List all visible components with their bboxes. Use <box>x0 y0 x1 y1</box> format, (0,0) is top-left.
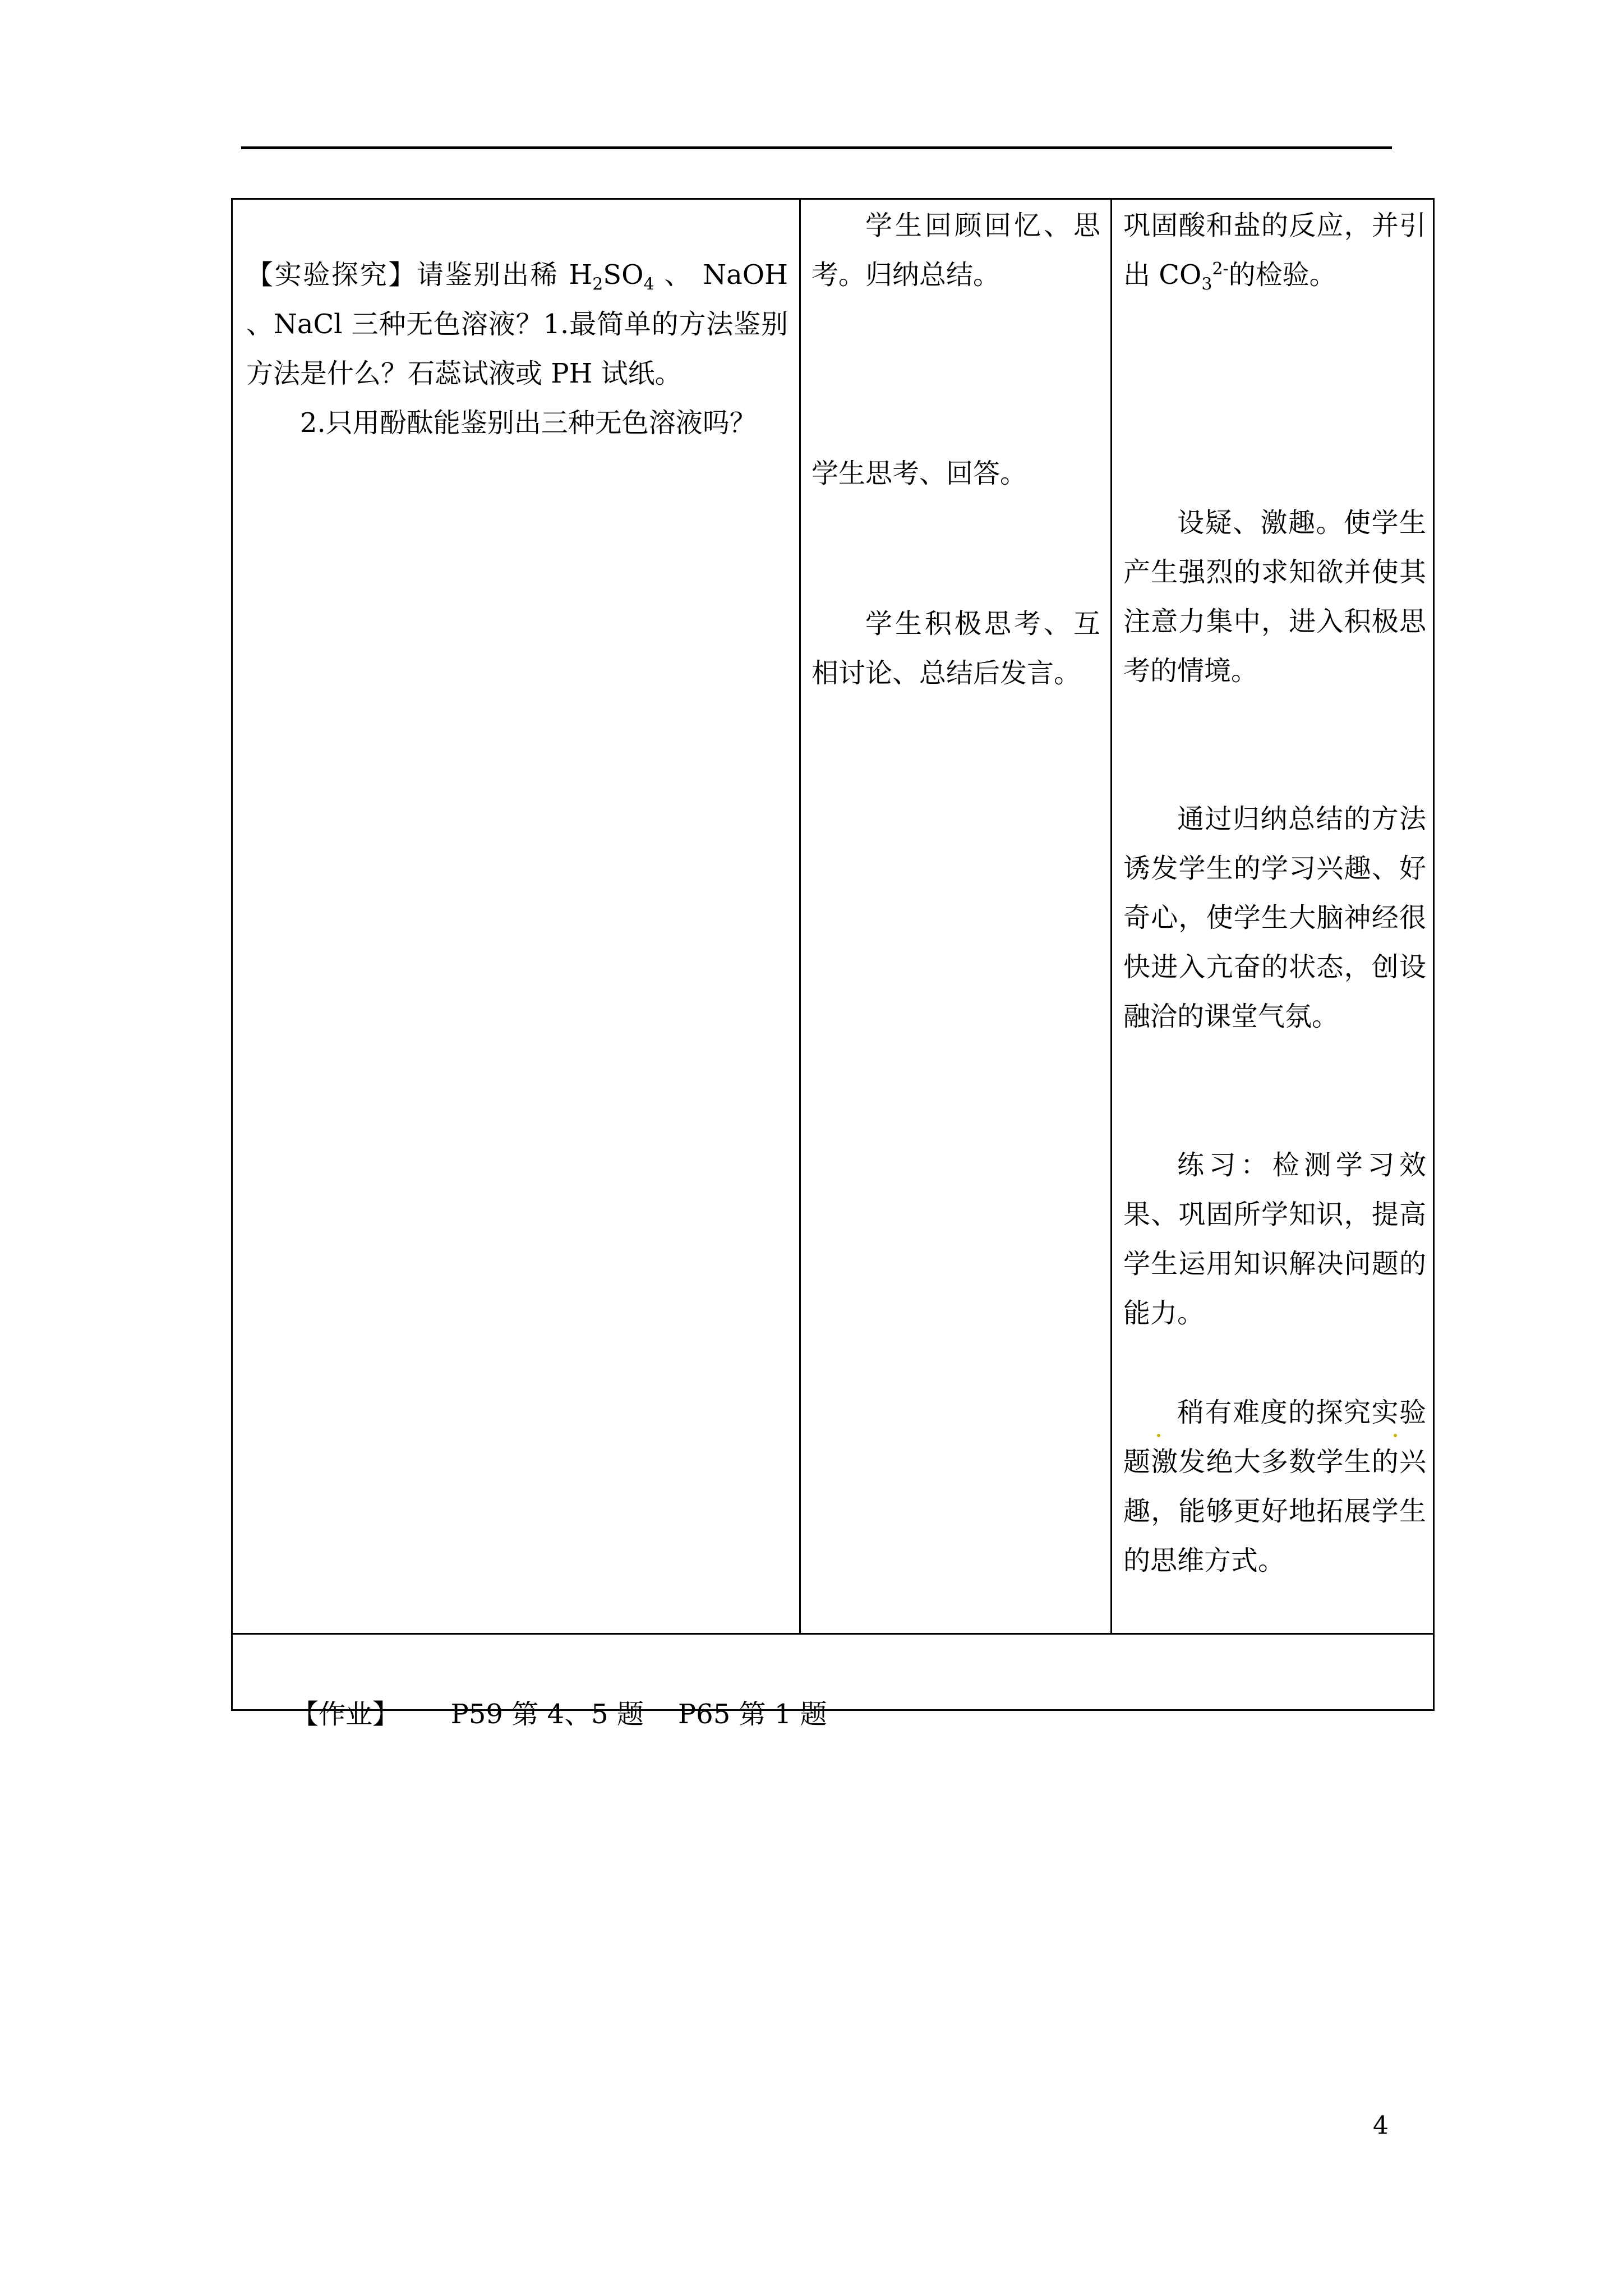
stray-mark <box>1157 1434 1160 1437</box>
experiment-label: 【实验探究】 <box>246 259 417 291</box>
design-intent-4: 练习：检测学习效果、巩固所学知识，提高学生运用知识解决问题的能力。 <box>1123 1149 1426 1329</box>
homework-label: 【作业】 <box>292 1699 400 1730</box>
homework-item-1: P59 第 4、5 题 <box>450 1699 644 1730</box>
stray-mark <box>1394 1434 1397 1437</box>
lesson-table <box>231 198 1435 1730</box>
homework-row <box>257 1640 827 1788</box>
experiment-question-2: 2.只用酚酞能鉴别出三种无色溶液吗？ <box>300 407 757 439</box>
student-activity-2: 学生思考、回答。 <box>811 458 1027 489</box>
design-intent-5: 稍有难度的探究实验题激发绝大多数学生的兴趣，能够更好地拓展学生的思维方式。 <box>1123 1397 1426 1576</box>
design-intent-1: 巩固酸和盐的反应，并引出 $CO_3^{2-}$的检验。 <box>1123 210 1426 295</box>
header-rule <box>241 146 1392 149</box>
design-intent-3: 通过归纳总结的方法诱发学生的学习兴趣、好奇心，使学生大脑神经很快进入亢奋的状态，创设融洽的课堂气氛。 <box>1123 803 1426 1032</box>
homework-item-2: P65 第 1 题 <box>677 1699 827 1730</box>
teacher-activity-cell <box>246 250 788 448</box>
experiment-paragraph: 【实验探究】请鉴别出稀 $H_2SO_4$ 、 NaOH 、NaCl 三种无色溶液？1.最简单的方法鉴别方法是什么？石蕊试液或 PH 试纸。 <box>246 259 788 389</box>
student-activity-1: 学生回顾回忆、思考。归纳总结。 <box>811 210 1100 291</box>
design-intent-2: 设疑、激趣。使学生产生强烈的求知欲并使其注意力集中，进入积极思考的情境。 <box>1123 507 1426 687</box>
student-activity-3: 学生积极思考、互相讨论、总结后发言。 <box>811 608 1100 689</box>
row-divider <box>233 1633 1433 1635</box>
column-divider-2 <box>1110 200 1112 1633</box>
page-number: 4 <box>1373 2111 1389 2140</box>
column-divider-1 <box>799 200 801 1633</box>
